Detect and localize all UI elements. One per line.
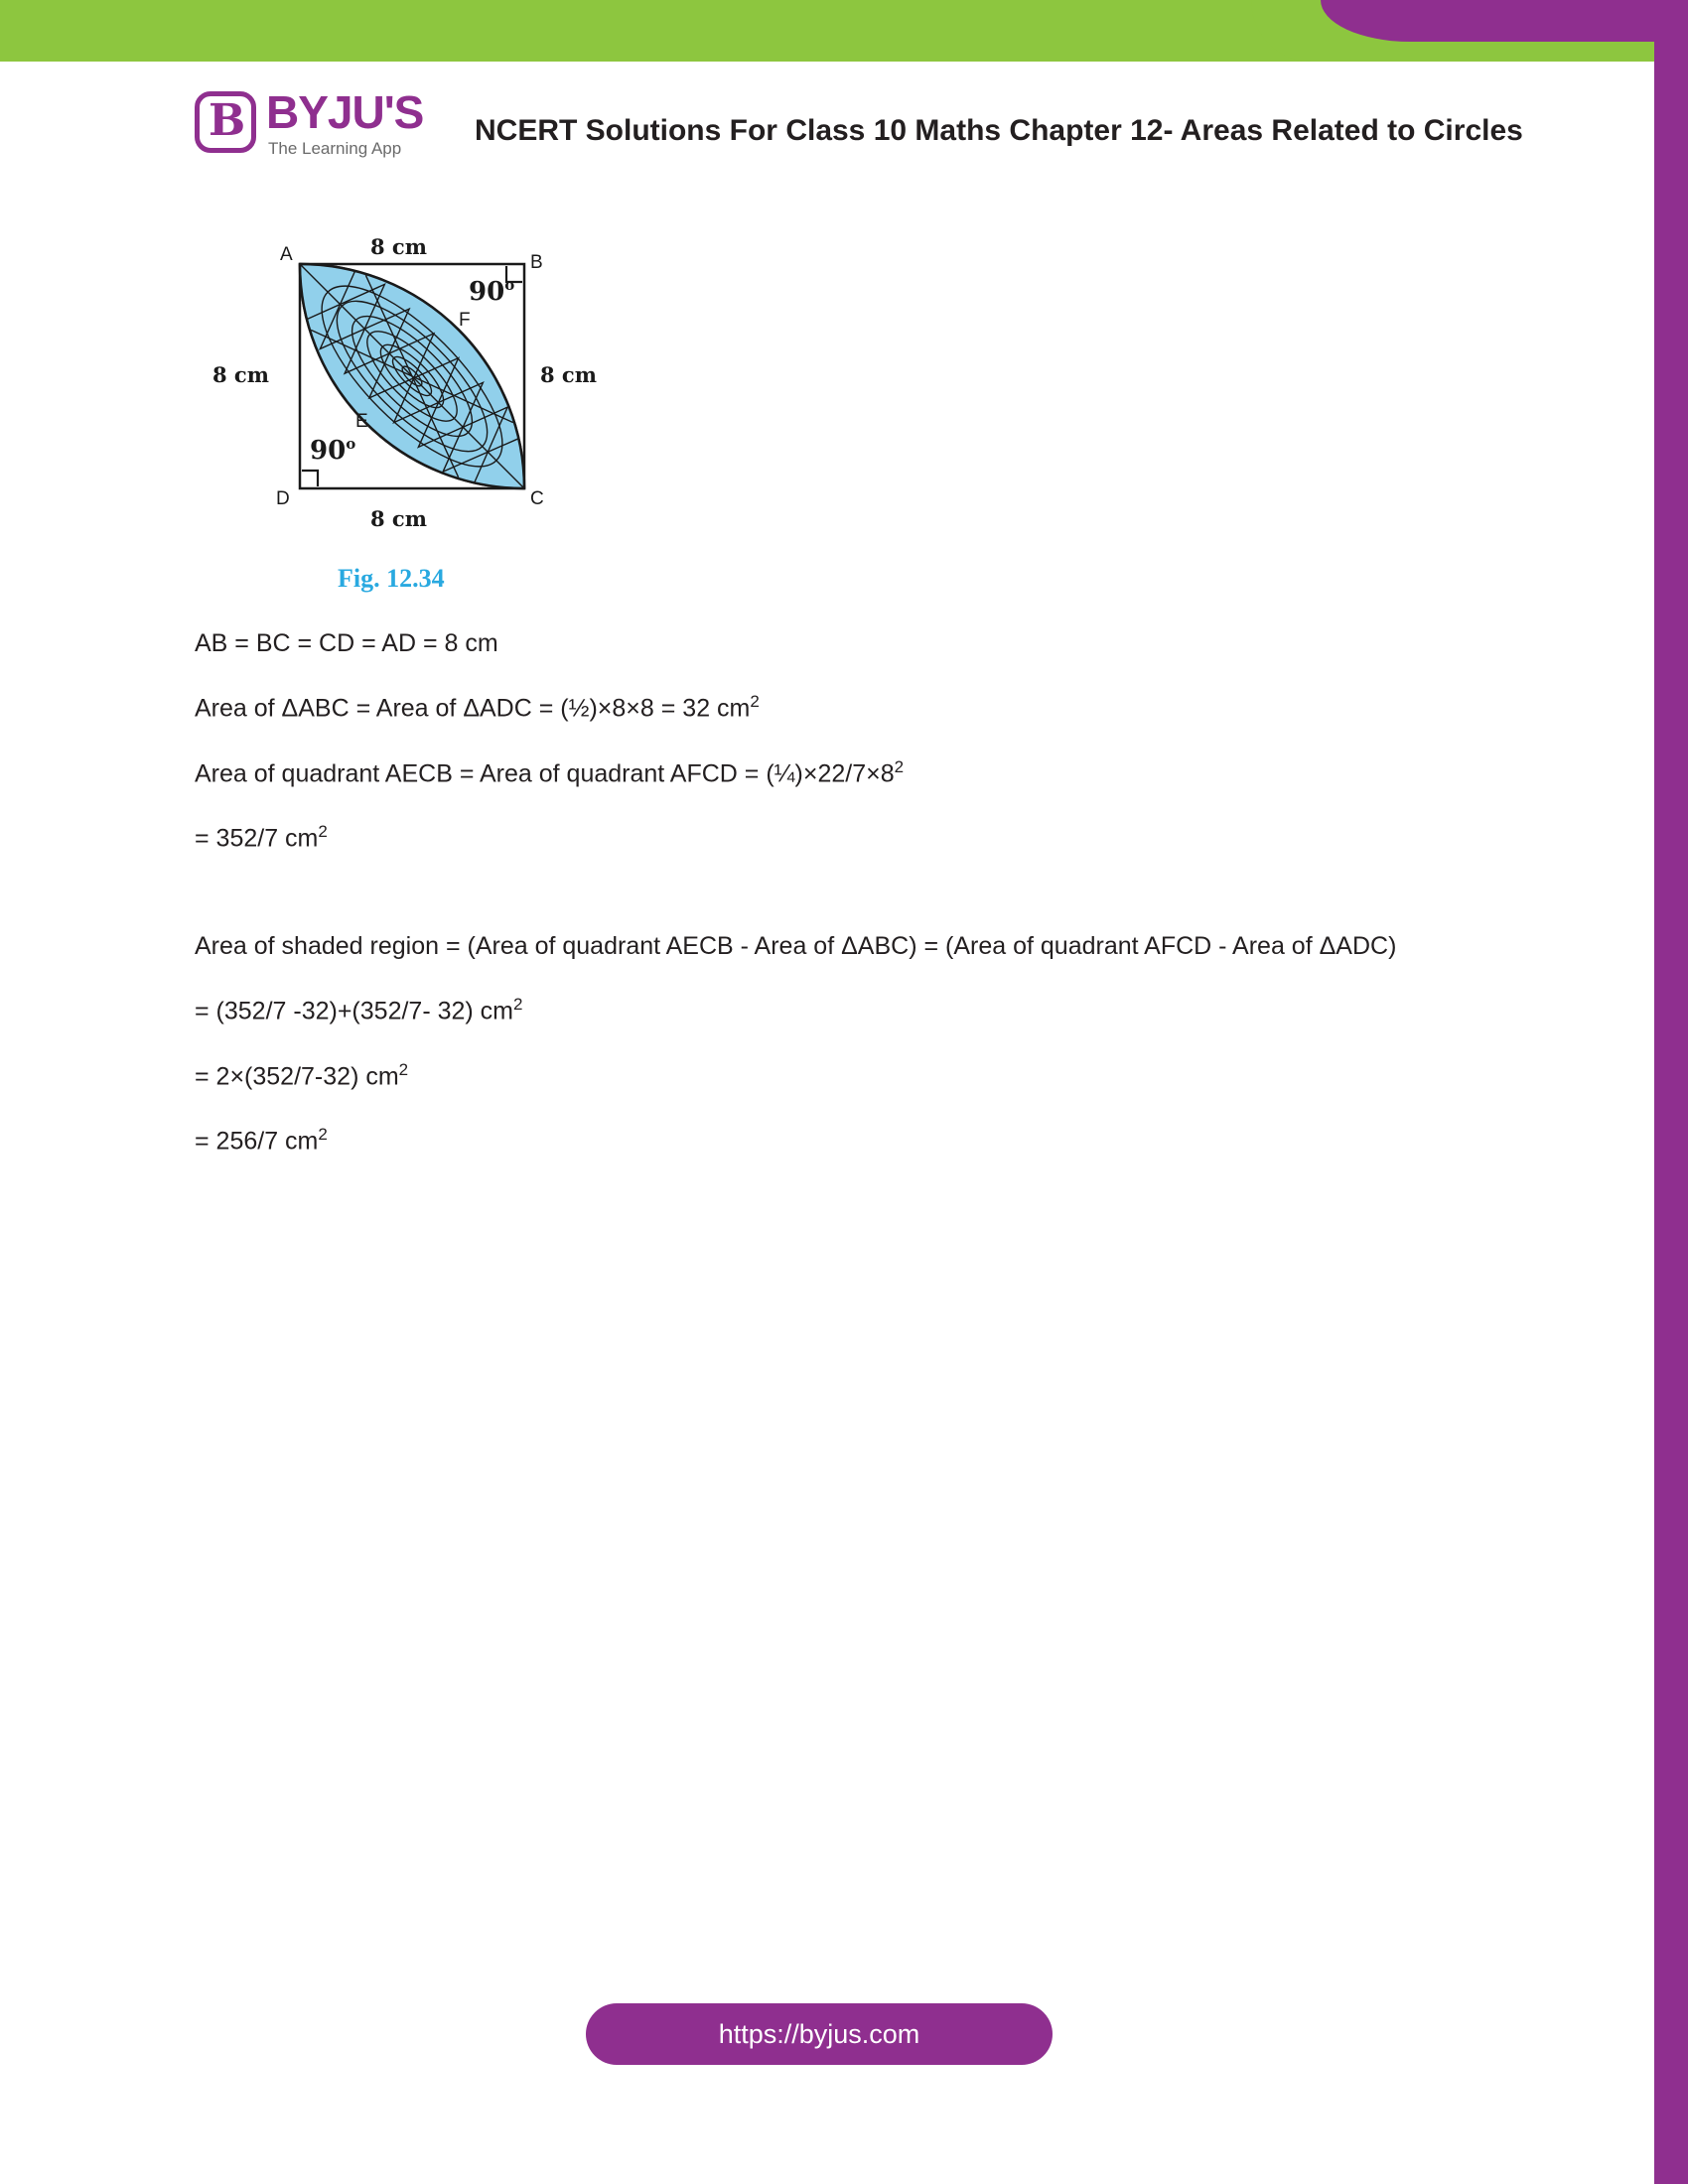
solution-line-3: Area of quadrant AECB = Area of quadrant AFCD = $(\frac{1}{4})\times 22/7\times 8^2$	[195, 756, 905, 788]
label-b: B	[530, 252, 543, 273]
logo-wordmark: BYJU'S	[266, 86, 424, 138]
solution-line-1-text: AB = BC = CD = AD = 8 cm	[195, 629, 498, 657]
top-purple-curve	[1321, 0, 1688, 42]
solution-line-2: Area of ΔABC = Area of ΔADC = (½)×8×8 = 32 $cm^2$	[195, 692, 760, 723]
solution-line-4: = 352/7 $cm^2$	[195, 822, 328, 853]
solution-line-5: Area of shaded region = (Area of quadrant AECB - Area of ΔABC) = (Area of quadrant AFCD - Area of ΔADC)	[195, 931, 1397, 960]
label-a: A	[280, 244, 293, 265]
brand-header	[195, 87, 463, 161]
side-label-left: 8 cm	[212, 362, 269, 387]
label-f: F	[459, 310, 471, 331]
solution-line-7: = 2×(352/7-32) $cm^2$	[195, 1059, 409, 1091]
solution-line-8: = 256/7 $cm^2$	[195, 1125, 328, 1156]
label-e: E	[355, 411, 368, 432]
figure-12-34	[209, 238, 626, 596]
page-title: NCERT Solutions For Class 10 Maths Chapter 12- Areas Related to Circles	[475, 114, 1523, 147]
side-label-right: 8 cm	[540, 362, 597, 387]
logo-tagline: The Learning App	[268, 139, 402, 158]
right-purple-bar	[1654, 0, 1688, 2184]
angle-label-bottom: 90$^o$	[310, 435, 356, 466]
footer-url-button[interactable]	[586, 2003, 1053, 2065]
label-d: D	[276, 488, 290, 509]
right-angle-mark-d	[302, 471, 318, 486]
solution-line-6: = (352/7 -32)+(352/7- 32) $cm^2$	[195, 995, 523, 1025]
side-label-bottom: 8 cm	[370, 506, 427, 531]
logo-letter: B	[209, 95, 246, 146]
figure-caption: Fig. 12.34	[338, 564, 445, 593]
side-label-top: 8 cm	[370, 238, 427, 259]
solution-body	[195, 625, 1476, 1188]
angle-label-top: 90$^o$	[469, 276, 515, 307]
byjus-logo	[195, 87, 463, 161]
solution-line-1	[195, 625, 1476, 661]
footer-url-label: https://byjus.com	[718, 2018, 920, 2049]
label-c: C	[530, 488, 544, 509]
